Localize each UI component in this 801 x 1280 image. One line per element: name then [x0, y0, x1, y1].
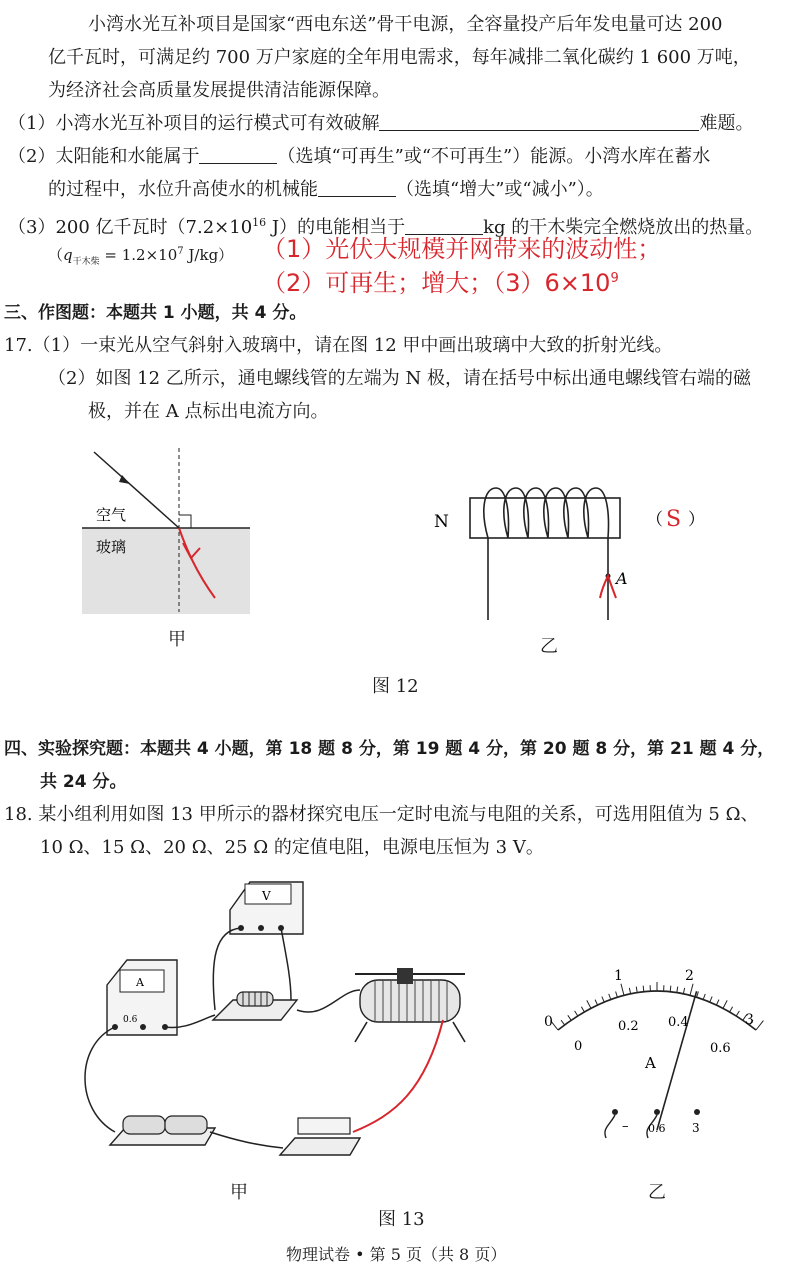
q16-part3-text: （3）200 亿千瓦时（7.2×10	[8, 217, 253, 238]
dial-tick	[609, 994, 611, 1000]
given-sub: 干木柴	[72, 257, 100, 267]
q18-line-a: 18. 某小组利用如图 13 甲所示的器材探究电压一定时电流与电阻的关系，可选用阻值为 5 Ω、	[4, 804, 759, 825]
answer-line-2-exp: 9	[610, 271, 619, 286]
fig13-label-jia: 甲	[230, 1182, 248, 1203]
dial-needle	[657, 991, 697, 1130]
intro-line-3: 为经济社会高质量发展提供清洁能源保障。	[48, 80, 390, 101]
ammeter-small-06: 0.6	[123, 1015, 138, 1025]
given-exp: 7	[177, 246, 184, 257]
fig12-label-jia: 甲	[168, 629, 186, 650]
terminal-3-dot	[694, 1109, 700, 1115]
coil-turn-1	[484, 488, 509, 538]
dial-tick	[730, 1007, 733, 1012]
dial-unit: A	[645, 1054, 656, 1072]
right-angle-mark	[179, 515, 191, 528]
paren-open: （	[646, 510, 663, 530]
section4-heading-b: 共 24 分。	[40, 772, 127, 792]
dial-tick	[716, 1000, 719, 1005]
dial-tick	[723, 1000, 727, 1008]
voltmeter-label: V	[262, 889, 271, 903]
dial-tick	[677, 987, 678, 993]
q16-part2-cont	[48, 178, 604, 202]
dial-tick	[595, 1000, 598, 1005]
figure-12-solenoid	[420, 470, 720, 620]
fig12-label-yi: 乙	[540, 636, 558, 657]
dial-tick	[643, 986, 644, 992]
q16-part1-end: 难题。	[699, 113, 754, 134]
terminal-06: 0.6	[648, 1122, 666, 1135]
dial-inner-04: 0.4	[668, 1015, 689, 1030]
answer-line-1: （1）光伏大规模并网带来的波动性；	[262, 235, 662, 263]
answer-blank-4	[405, 216, 483, 235]
terminal-wire-left	[605, 1115, 615, 1138]
fig12-caption: 图 12	[372, 676, 419, 697]
q16-part2	[8, 145, 710, 169]
dial-tick	[710, 997, 712, 1003]
answer-line-2-text: （2）可再生；增大；（3）6×10	[262, 269, 611, 297]
section3-heading: 三、作图题：本题共 1 小题，共 4 分。	[4, 303, 307, 323]
ammeter-dial	[540, 960, 775, 1150]
point-a-label: A	[616, 569, 628, 588]
dial-tick	[561, 1020, 565, 1025]
dial-tick	[575, 1011, 578, 1016]
q16-part1	[8, 112, 753, 136]
intro-line-1: 小湾水光互补项目是国家“西电东送”骨干电源，全容量投产后年发电量可达 200	[88, 14, 723, 35]
dial-ticks	[551, 982, 764, 1030]
battery	[110, 1116, 215, 1145]
dial-tick	[703, 994, 705, 1000]
terminal-3: 3	[692, 1121, 700, 1135]
figure-13-circuit	[55, 870, 515, 1175]
dial-arc	[558, 991, 756, 1030]
dial-tick	[581, 1007, 584, 1012]
q16-part2-options: （选填“可再生”或“不可再生”）能源。小湾水库在蓄水	[277, 146, 711, 167]
q16-given	[48, 240, 233, 274]
dial-outer-3: 3	[745, 1012, 754, 1028]
dial-outer-2: 2	[685, 968, 694, 984]
fig13-label-yi: 乙	[648, 1182, 666, 1203]
terminal-06-dot	[654, 1109, 660, 1115]
dial-inner-0: 0	[574, 1039, 583, 1054]
given-q: q	[63, 246, 73, 264]
dial-tick	[690, 984, 693, 996]
wire-answer-red	[353, 1020, 443, 1132]
dial-tick	[621, 984, 624, 996]
rheostat	[355, 968, 465, 1042]
dial-tick	[683, 988, 684, 994]
dial-inner-02: 0.2	[618, 1019, 639, 1034]
switch	[280, 1118, 360, 1155]
wire-2	[281, 928, 291, 1000]
given-open: （	[48, 246, 64, 264]
given-val: = 1.2×10	[99, 246, 178, 264]
dial-tick	[616, 992, 618, 998]
fixed-resistor	[213, 992, 297, 1020]
n-pole-label: N	[434, 512, 449, 532]
q17-part1: 17.（1）一束光从空气斜射入玻璃中，请在图 12 甲中画出玻璃中大致的折射光线。	[4, 335, 673, 356]
dial-tick	[602, 997, 604, 1003]
q16-part2-text2: 的过程中，水位升高使水的机械能	[48, 179, 318, 200]
dial-tick	[587, 1000, 591, 1008]
dial-tick	[736, 1011, 739, 1016]
dial-outer-0: 0	[544, 1014, 553, 1030]
wire-4	[297, 990, 360, 1012]
voltmeter	[230, 882, 303, 934]
q16-part2-text: （2）太阳能和水能属于	[8, 146, 200, 167]
page-footer: 物理试卷 • 第 5 页（共 8 页）	[286, 1245, 507, 1264]
dial-outer-1: 1	[614, 968, 623, 984]
fig13-caption: 图 13	[378, 1209, 425, 1230]
wire-5	[85, 1027, 115, 1132]
q17-part2b: 极，并在 A 点标出电流方向。	[88, 401, 329, 422]
ammeter-label: A	[136, 976, 144, 989]
air-label: 空气	[96, 506, 127, 524]
answer-blank-2	[199, 145, 277, 164]
answer-line-2	[262, 264, 619, 298]
dial-tick	[629, 988, 630, 994]
paren-close: ）	[688, 510, 705, 530]
terminal-minus: –	[622, 1119, 629, 1134]
q16-part3-exp: 16	[252, 216, 267, 229]
section4-heading-a: 四、实验探究题：本题共 4 小题，第 18 题 8 分，第 19 题 4 分，第 20 题 8 分，第 21 题 4 分，	[4, 739, 775, 759]
dial-tick	[670, 986, 671, 992]
answer-s-pole: S	[666, 507, 682, 532]
terminal-minus-dot	[612, 1109, 618, 1115]
dial-tick	[568, 1015, 571, 1020]
answer-blank-3	[318, 178, 396, 197]
q18-line-b: 10 Ω、15 Ω、20 Ω、25 Ω 的定值电阻，电源电压恒为 3 V。	[40, 837, 544, 858]
q16-part3-text2: J）的电能相当于	[266, 217, 406, 238]
dial-inner-06: 0.6	[710, 1041, 731, 1056]
q16-part1-text: （1）小湾水光互补项目的运行模式可有效破解	[8, 113, 380, 134]
ammeter	[107, 960, 177, 1035]
dial-tick	[636, 987, 637, 993]
q17-part2a: （2）如图 12 乙所示，通电螺线管的左端为 N 极，请在括号中标出通电螺线管右端的磁	[48, 368, 751, 389]
answer-blank-1	[379, 112, 699, 131]
given-unit: J/kg）	[183, 246, 234, 264]
wire-6	[210, 1132, 283, 1148]
figure-12-refraction	[82, 440, 262, 620]
dial-tick	[756, 1021, 763, 1030]
q16-part2-options2: （选填“增大”或“减小”）。	[396, 179, 604, 200]
glass-label: 玻璃	[96, 538, 127, 556]
q16-part3-text3: kg 的干木柴完全燃烧放出的热量。	[483, 217, 764, 238]
intro-line-2: 亿千瓦时，可满足约 700 万户家庭的全年用电需求，每年减排二氧化碳约 1 600 万吨，	[48, 47, 751, 68]
